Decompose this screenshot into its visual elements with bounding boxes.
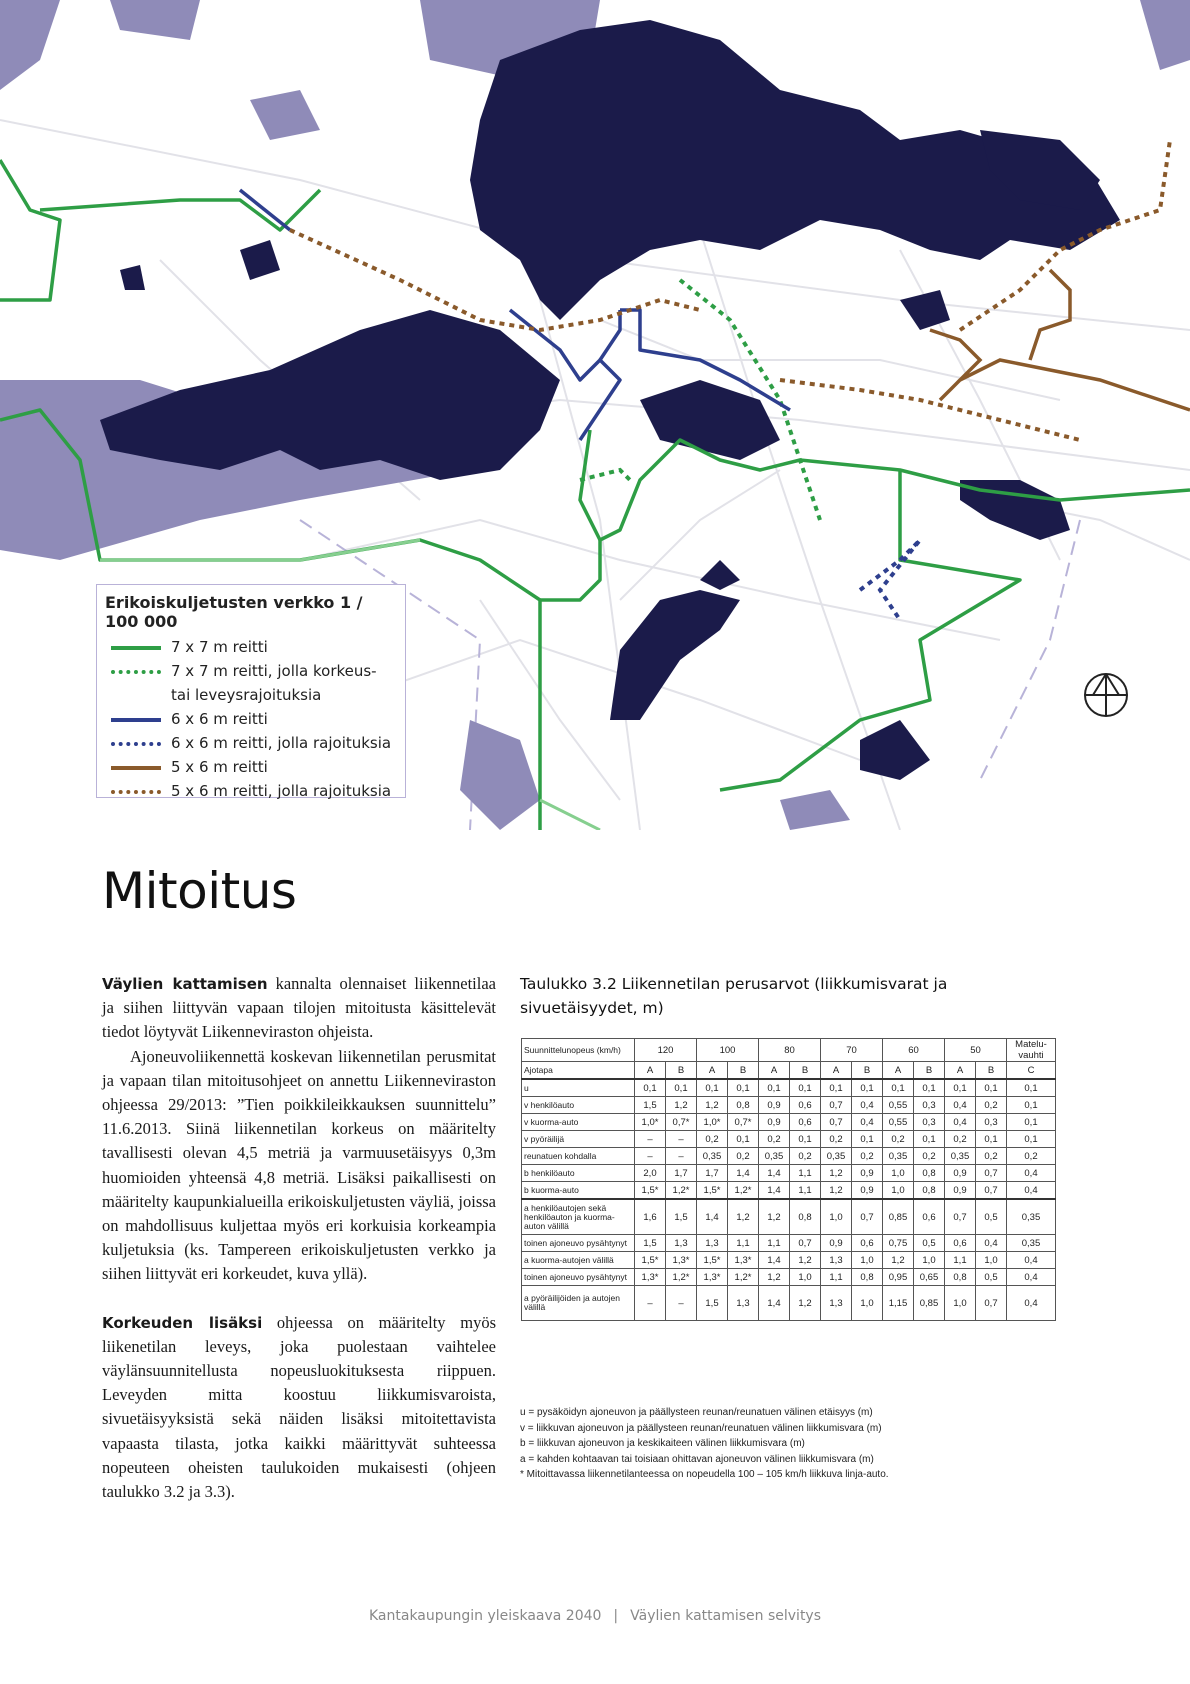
legend-label: 7 x 7 m reitti (171, 638, 268, 656)
table-cell: 1,1 (759, 1235, 790, 1252)
legend-swatch (111, 646, 161, 650)
legend-item (105, 731, 397, 755)
table-cell: 1,3 (666, 1235, 697, 1252)
table-cell: 1,5 (635, 1097, 666, 1114)
table-cell: 1,2 (790, 1252, 821, 1269)
table-cell: 0,2 (883, 1131, 914, 1148)
table-cell: 1,5* (635, 1252, 666, 1269)
legend-swatch (111, 670, 161, 674)
table-cell: 0,1 (852, 1131, 883, 1148)
table-cell: 0,35 (1007, 1235, 1056, 1252)
table-cell: 0,1 (883, 1079, 914, 1097)
note-line: b = liikkuvan ajoneuvon ja keskikaiteen välinen liikkumisvara (m) (520, 1438, 805, 1449)
table-cell: 1,7 (697, 1165, 728, 1182)
table-caption: Taulukko 3.2 Liikennetilan perusarvot (liikkumisvarat ja sivuetäisyydet, m) (520, 975, 948, 1017)
table-cell: – (635, 1131, 666, 1148)
table-cell: 1,7 (666, 1165, 697, 1182)
table-cell: 0,1 (635, 1079, 666, 1097)
table-cell: 0,8 (945, 1269, 976, 1286)
table-row (522, 1079, 1056, 1097)
table-cell: 1,5 (666, 1199, 697, 1235)
header-sub: A (759, 1062, 790, 1080)
footer-separator: | (613, 1608, 619, 1624)
note-line: a = kahden kohtaavan tai toisiaan ohittavan ajoneuvon välinen liikkumisvara (m) (520, 1453, 874, 1465)
table-cell: 0,35 (945, 1148, 976, 1165)
table-cell: 0,1 (976, 1079, 1007, 1097)
table-cell: 1,2 (666, 1097, 697, 1114)
legend-item (105, 707, 397, 731)
table-cell: 1,2 (759, 1269, 790, 1286)
table-cell: 0,2 (945, 1131, 976, 1148)
table-cell: 1,4 (759, 1286, 790, 1321)
table-cell: 1,2* (666, 1269, 697, 1286)
header-sub: A (883, 1062, 914, 1080)
table-cell: 0,75 (883, 1235, 914, 1252)
table-notes (520, 1405, 889, 1483)
body-text (102, 972, 496, 1504)
table-cell: 0,1 (852, 1079, 883, 1097)
table-cell: 0,2 (1007, 1148, 1056, 1165)
table-cell: 0,2 (821, 1131, 852, 1148)
table-cell: 0,4 (1007, 1269, 1056, 1286)
row-label: toinen ajoneuvo pysähtynyt (522, 1235, 635, 1252)
table-cell: 0,2 (914, 1148, 945, 1165)
table-cell: 0,8 (914, 1165, 945, 1182)
table-cell: 1,4 (759, 1252, 790, 1269)
table-cell: 1,0 (914, 1252, 945, 1269)
table-cell: 1,0 (790, 1269, 821, 1286)
header-sub: B (914, 1062, 945, 1080)
table-cell: 0,6 (914, 1199, 945, 1235)
header-sub: C (1007, 1062, 1056, 1080)
table-cell: 0,4 (1007, 1165, 1056, 1182)
table-cell: 0,6 (790, 1114, 821, 1131)
table-cell: 0,9 (759, 1114, 790, 1131)
table-cell: 1,5 (635, 1235, 666, 1252)
table-cell: 0,1 (790, 1131, 821, 1148)
table-cell: 0,8 (728, 1097, 759, 1114)
table-cell: 0,1 (1007, 1097, 1056, 1114)
table-cell: 0,35 (1007, 1199, 1056, 1235)
header-type-label: Ajotapa (522, 1062, 635, 1080)
header-sub: B (976, 1062, 1007, 1080)
table-cell: 1,2 (790, 1286, 821, 1321)
table-cell: 0,1 (697, 1079, 728, 1097)
table-cell: 0,1 (666, 1079, 697, 1097)
row-label: v kuorma-auto (522, 1114, 635, 1131)
legend-item (105, 779, 397, 803)
row-label: b henkilöauto (522, 1165, 635, 1182)
table-cell: 0,3 (976, 1114, 1007, 1131)
table-cell: 1,4 (728, 1165, 759, 1182)
table-cell: 0,2 (697, 1131, 728, 1148)
header-speed: 50 (945, 1039, 1007, 1062)
table-cell: 2,0 (635, 1165, 666, 1182)
table-cell: 0,35 (759, 1148, 790, 1165)
table-cell: 0,2 (728, 1148, 759, 1165)
table-cell: 0,8 (852, 1269, 883, 1286)
legend-item (105, 755, 397, 779)
table-cell: 0,4 (945, 1097, 976, 1114)
table-cell: – (635, 1148, 666, 1165)
table-cell: 1,1 (790, 1165, 821, 1182)
table-cell: 0,9 (852, 1182, 883, 1200)
table-cell: 0,6 (945, 1235, 976, 1252)
table-cell: 0,4 (1007, 1252, 1056, 1269)
table-cell: 0,7 (852, 1199, 883, 1235)
legend-title: Erikoiskuljetusten verkko 1 / 100 000 (105, 593, 363, 631)
table-cell: 1,3 (821, 1286, 852, 1321)
table-cell: 1,2* (728, 1269, 759, 1286)
table-cell: 0,4 (1007, 1286, 1056, 1321)
table-cell: 0,1 (759, 1079, 790, 1097)
table-cell: – (666, 1131, 697, 1148)
table-cell: 1,0 (883, 1182, 914, 1200)
table-row (522, 1199, 1056, 1235)
note-line: u = pysäköidyn ajoneuvon ja päällysteen reunan/reunatuen välinen etäisyys (m) (520, 1407, 873, 1418)
table-row (522, 1182, 1056, 1200)
table-cell: 0,9 (759, 1097, 790, 1114)
table-cell: 1,2 (759, 1199, 790, 1235)
values-table (521, 1038, 1056, 1321)
table-cell: 0,1 (728, 1079, 759, 1097)
table-cell: 1,0 (852, 1252, 883, 1269)
table-cell: 0,85 (883, 1199, 914, 1235)
table-cell: 0,1 (945, 1079, 976, 1097)
header-speed: 60 (883, 1039, 945, 1062)
table-cell: 0,7 (976, 1182, 1007, 1200)
table-cell: 1,1 (945, 1252, 976, 1269)
table-cell: 0,7 (821, 1097, 852, 1114)
table-cell: 0,2 (976, 1097, 1007, 1114)
legend-label: 6 x 6 m reitti (171, 710, 268, 728)
table-cell: 1,3* (666, 1252, 697, 1269)
table-cell: 0,55 (883, 1097, 914, 1114)
table-cell: 0,3 (914, 1097, 945, 1114)
table-cell: 0,7 (790, 1235, 821, 1252)
table-cell: 0,95 (883, 1269, 914, 1286)
table-cell: 0,4 (1007, 1182, 1056, 1200)
table-cell: 0,9 (945, 1182, 976, 1200)
table-cell: 1,2 (697, 1097, 728, 1114)
table-cell: 1,4 (759, 1182, 790, 1200)
table-cell: 1,0 (976, 1252, 1007, 1269)
table-cell: 0,4 (852, 1114, 883, 1131)
table-cell: 1,5* (697, 1182, 728, 1200)
table-cell: 0,6 (852, 1235, 883, 1252)
header-sub: B (852, 1062, 883, 1080)
paragraph-text: ohjeessa on määritelty myös liikenetilan leveys, joka puolestaan vaihtelee väylänsuunnitellusta nopeusluokituksesta riippuen. Leveyden mitta koostuu liikkumisvaroista, sivuetäisyyksistä sekä näiden lisäksi mitoitettavista vapaasta tilasta, jotka kaikki määrittyvät suhteessa nopeuteen oheisten taulukoiden mukaisesti (ohjeen taulukko 3.2 ja 3.3). (102, 1312, 496, 1502)
table-cell: 0,35 (697, 1148, 728, 1165)
table-cell: 0,5 (976, 1269, 1007, 1286)
header-sub: A (945, 1062, 976, 1080)
table-cell: 1,15 (883, 1286, 914, 1321)
row-label: a henkilöautojen sekä henkilöauton ja kuorma-auton välillä (522, 1199, 635, 1235)
table-cell: – (666, 1148, 697, 1165)
table-row (522, 1131, 1056, 1148)
table-cell: 0,85 (914, 1286, 945, 1321)
table-cell: 1,0 (945, 1286, 976, 1321)
lead-bold: Väylien kattamisen (102, 975, 268, 993)
header-speed-label: Suunnittelunopeus (km/h) (522, 1039, 635, 1062)
paragraph (102, 972, 496, 1045)
table-cell: 0,1 (790, 1079, 821, 1097)
table-cell: 1,3 (821, 1252, 852, 1269)
legend-label: 5 x 6 m reitti, jolla rajoituksia (171, 782, 392, 800)
table-row (522, 1114, 1056, 1131)
table-cell: 0,1 (1007, 1131, 1056, 1148)
table-row (522, 1235, 1056, 1252)
table-row (522, 1097, 1056, 1114)
table-cell: 0,7 (945, 1199, 976, 1235)
row-label: v henkilöauto (522, 1097, 635, 1114)
footer-report-title: Väylien kattamisen selvitys (630, 1608, 822, 1624)
row-label: v pyöräilijä (522, 1131, 635, 1148)
table-cell: 1,5* (635, 1182, 666, 1200)
table-cell: 1,2 (821, 1165, 852, 1182)
header-sub: A (821, 1062, 852, 1080)
table-cell: 1,2 (883, 1252, 914, 1269)
table-cell: 1,6 (635, 1199, 666, 1235)
lead-bold: Korkeuden lisäksi (102, 1313, 263, 1332)
table-cell: 0,1 (821, 1079, 852, 1097)
table-cell: 1,1 (821, 1269, 852, 1286)
table-cell: 0,4 (976, 1235, 1007, 1252)
header-sub: B (666, 1062, 697, 1080)
table-cell: 1,5* (697, 1252, 728, 1269)
note-line: * Mitoittavassa liikennetilanteessa on nopeudella 100 – 105 km/h liikkuva linja-auto. (520, 1469, 889, 1480)
row-label: reunatuen kohdalla (522, 1148, 635, 1165)
table-cell: 0,4 (945, 1114, 976, 1131)
table-cell: 1,0* (697, 1114, 728, 1131)
table-cell: 0,1 (1007, 1114, 1056, 1131)
table-cell: 0,1 (914, 1079, 945, 1097)
table-cell: 0,1 (1007, 1079, 1056, 1097)
row-label: u (522, 1079, 635, 1097)
table-cell: 1,3* (697, 1269, 728, 1286)
table-row (522, 1148, 1056, 1165)
map-legend (96, 584, 406, 798)
table-cell: 1,1 (728, 1235, 759, 1252)
table-cell: 1,3 (728, 1286, 759, 1321)
table-cell: 0,2 (852, 1148, 883, 1165)
table-cell: 1,0 (852, 1286, 883, 1321)
table-cell: 0,1 (728, 1131, 759, 1148)
table-cell: 1,2 (728, 1199, 759, 1235)
legend-item (105, 659, 397, 707)
table-cell: 0,8 (914, 1182, 945, 1200)
row-label: toinen ajoneuvo pysähtynyt (522, 1269, 635, 1286)
table-cell: 0,35 (821, 1148, 852, 1165)
table-cell: 0,7 (976, 1165, 1007, 1182)
table-cell: 1,0 (883, 1165, 914, 1182)
table-cell: – (666, 1286, 697, 1321)
legend-swatch (111, 742, 161, 746)
table-cell: 0,2 (759, 1131, 790, 1148)
table-row (522, 1286, 1056, 1321)
north-arrow-icon (1083, 672, 1129, 718)
page-title: Mitoitus (102, 862, 297, 920)
table-cell: 1,3* (635, 1269, 666, 1286)
header-speed: 70 (821, 1039, 883, 1062)
header-sub: A (697, 1062, 728, 1080)
table-cell: 1,5 (697, 1286, 728, 1321)
table-cell: 0,35 (883, 1148, 914, 1165)
table-cell: 0,7 (976, 1286, 1007, 1321)
row-label: a pyöräilijöiden ja autojen välillä (522, 1286, 635, 1321)
table-cell: 1,2* (728, 1182, 759, 1200)
paragraph (102, 1311, 496, 1505)
legend-label: 5 x 6 m reitti (171, 758, 268, 776)
table-cell: 1,2 (821, 1182, 852, 1200)
paragraph: Ajoneuvoliikennettä koskevan liikennetilan perusmitat ja vapaan tilan mitoitusohjeet on annettu Liikenneviraston ohjeessa 29/2013: ”Tien poikkileikkauksen suunnittelu” 11.6.2013. Siinä liikennetilan korkeus on määritelty tavallisesti olevan 4,5 metriä ja varmuusetäisyys 0,3m huomioiden yhteensä 4,8 metriä. Lisäksi paikallisesti on määritelty kaupunkialueilla erikoiskuljetusten väyliä, joissa on mahdollisuus kuljettaa myös eri korkuisia korkeampia kuljetuksia (ks. Tampereen erikoiskuljetusten verkko ja siihen liittyvät eri korkeudet, kuva yllä). (102, 1046, 496, 1284)
legend-swatch (111, 790, 161, 794)
table-row (522, 1252, 1056, 1269)
table-cell: 1,4 (759, 1165, 790, 1182)
header-sub: A (635, 1062, 666, 1080)
table-row (522, 1269, 1056, 1286)
table-cell: 0,1 (914, 1131, 945, 1148)
footer-document-title: Kantakaupungin yleiskaava 2040 (368, 1608, 602, 1624)
table-cell: 0,9 (945, 1165, 976, 1182)
legend-label: 6 x 6 m reitti, jolla rajoituksia (171, 734, 392, 752)
legend-swatch (111, 766, 161, 770)
page-footer (0, 1608, 1190, 1624)
table-cell: 0,65 (914, 1269, 945, 1286)
header-speed: Matelu-vauhti (1007, 1039, 1056, 1062)
table-cell: 0,4 (852, 1097, 883, 1114)
table-cell: 0,9 (821, 1235, 852, 1252)
table-cell: 0,2 (976, 1148, 1007, 1165)
table-cell: 0,5 (914, 1235, 945, 1252)
table-cell: 0,9 (852, 1165, 883, 1182)
header-sub: B (728, 1062, 759, 1080)
legend-label: 7 x 7 m reitti, jolla korkeus- tai leveysrajoituksia (171, 662, 377, 704)
table-cell: 0,55 (883, 1114, 914, 1131)
paragraph-text: kannalta olennaiset liikennetilaa ja siihen liittyvän vapaan tilojen mitoitusta käsittelevät tiedot löytyvät Liikenneviraston ohjeista. (102, 974, 496, 1042)
table-cell: 0,2 (790, 1148, 821, 1165)
row-label: a kuorma-autojen välillä (522, 1252, 635, 1269)
header-speed: 120 (635, 1039, 697, 1062)
row-label: b kuorma-auto (522, 1182, 635, 1200)
table-cell: 1,4 (697, 1199, 728, 1235)
table-cell: 0,3 (914, 1114, 945, 1131)
header-speed: 100 (697, 1039, 759, 1062)
note-line: v = liikkuvan ajoneuvon ja päällysteen reunan/reunatuen välinen liikkumisvara (m) (520, 1422, 882, 1434)
table-cell: 0,6 (790, 1097, 821, 1114)
table-row (522, 1165, 1056, 1182)
table-cell: 1,0 (821, 1199, 852, 1235)
table-cell: 0,8 (790, 1199, 821, 1235)
table-cell: 0,7 (821, 1114, 852, 1131)
legend-item (105, 635, 397, 659)
legend-swatch (111, 718, 161, 722)
header-sub: B (790, 1062, 821, 1080)
table-cell: 1,1 (790, 1182, 821, 1200)
table-cell: 1,2* (666, 1182, 697, 1200)
table-cell: 0,7* (728, 1114, 759, 1131)
header-speed: 80 (759, 1039, 821, 1062)
table-cell: 0,7* (666, 1114, 697, 1131)
table-cell: 1,3* (728, 1252, 759, 1269)
table-cell: 1,3 (697, 1235, 728, 1252)
table-cell: – (635, 1286, 666, 1321)
table-cell: 0,5 (976, 1199, 1007, 1235)
table-cell: 1,0* (635, 1114, 666, 1131)
table-cell: 0,1 (976, 1131, 1007, 1148)
